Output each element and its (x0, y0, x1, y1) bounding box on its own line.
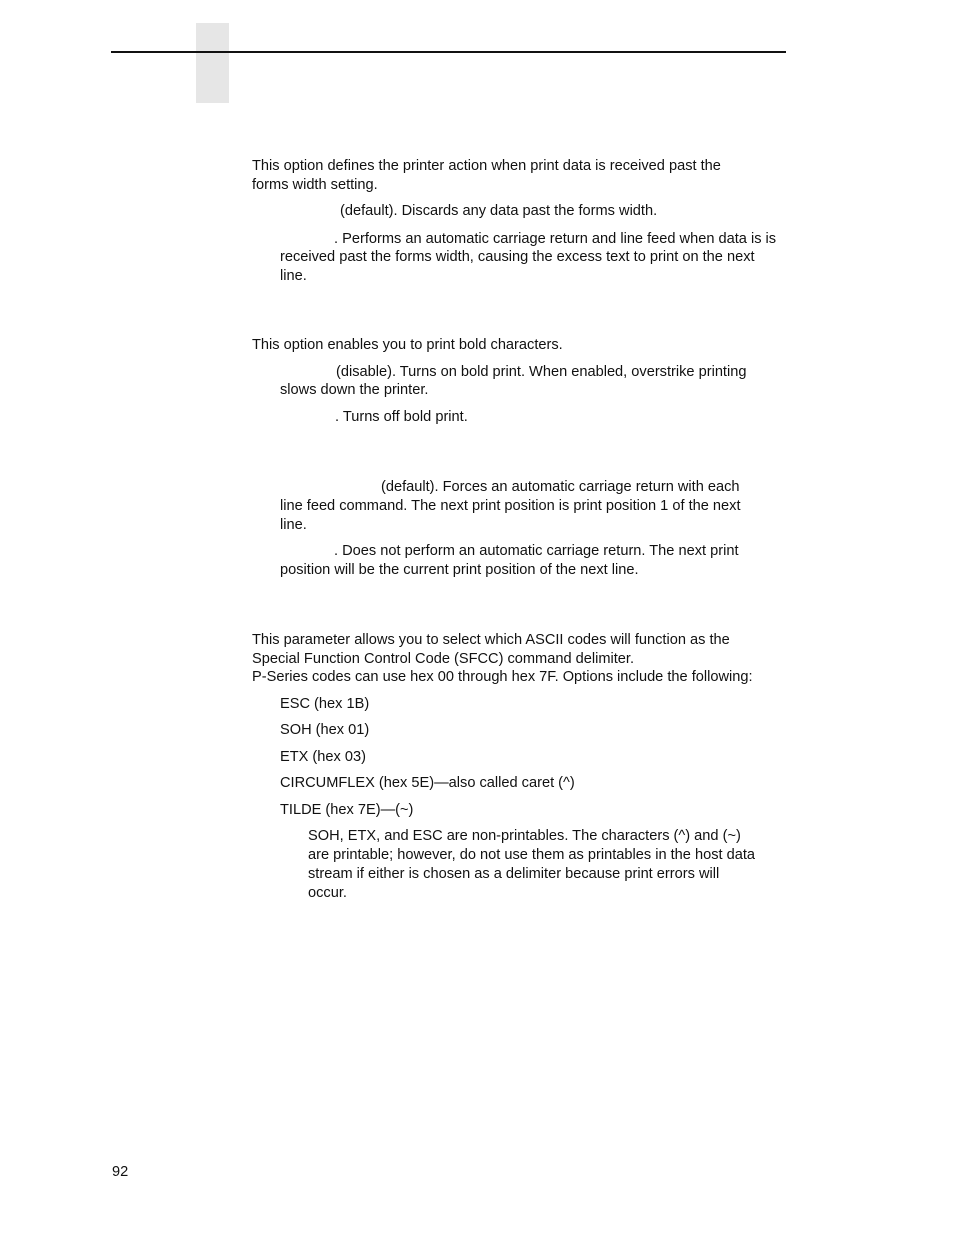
sfcc-intro-line-3: P-Series codes can use hex 00 through hex 7F. Options include the following: (252, 669, 753, 685)
forms-width-wrap-line-3: line. (280, 268, 307, 284)
bold-intro: This option enables you to print bold characters. (252, 337, 563, 353)
sfcc-note-line-4: occur. (308, 885, 347, 901)
sfcc-note-line-3: stream if either is chosen as a delimiter because print errors will (308, 866, 720, 882)
auto-cr-disable-line-2: position will be the current print position of the next line. (280, 562, 639, 578)
sfcc-option-circumflex: CIRCUMFLEX (hex 5E)—also called caret (^) (280, 775, 575, 791)
auto-cr-enable-line-3: line. (280, 517, 307, 533)
sfcc-option-esc: ESC (hex 1B) (280, 696, 370, 712)
sfcc-note-line-2: are printable; however, do not use them as printables in the host data (308, 847, 756, 863)
auto-cr-enable-line-1: (default). Forces an automatic carriage return with each (381, 479, 740, 495)
bold-disable-desc: . Turns off bold print. (335, 409, 468, 425)
forms-width-intro-line-2: forms width setting. (252, 177, 378, 193)
sfcc-intro-line-1: This parameter allows you to select which ASCII codes will function as the (252, 632, 730, 648)
chapter-tab (196, 23, 229, 103)
sfcc-intro-line-2: Special Function Control Code (SFCC) command delimiter. (252, 651, 635, 667)
sfcc-option-tilde: TILDE (hex 7E)—(~) (280, 802, 414, 818)
sfcc-option-soh: SOH (hex 01) (280, 722, 370, 738)
bold-enable-line-1: (disable). Turns on bold print. When enabled, overstrike printing (336, 364, 747, 380)
auto-cr-enable-line-2: line feed command. The next print position is print position 1 of the next (280, 498, 741, 514)
auto-cr-disable-line-1: . Does not perform an automatic carriage return. The next print (334, 543, 739, 559)
bold-enable-line-2: slows down the printer. (280, 382, 429, 398)
forms-width-intro-line-1: This option defines the printer action when print data is received past the (252, 158, 721, 174)
header-rule (111, 51, 786, 53)
forms-width-wrap-line-1: . Performs an automatic carriage return and line feed when data is is (334, 231, 777, 247)
forms-width-wrap-line-2: received past the forms width, causing the excess text to print on the next (280, 249, 755, 265)
sfcc-note-line-1: SOH, ETX, and ESC are non-printables. The characters (^) and (~) (308, 828, 741, 844)
forms-width-truncate-desc: (default). Discards any data past the forms width. (340, 203, 658, 219)
page-number: 92 (112, 1164, 129, 1180)
sfcc-option-etx: ETX (hex 03) (280, 749, 366, 765)
